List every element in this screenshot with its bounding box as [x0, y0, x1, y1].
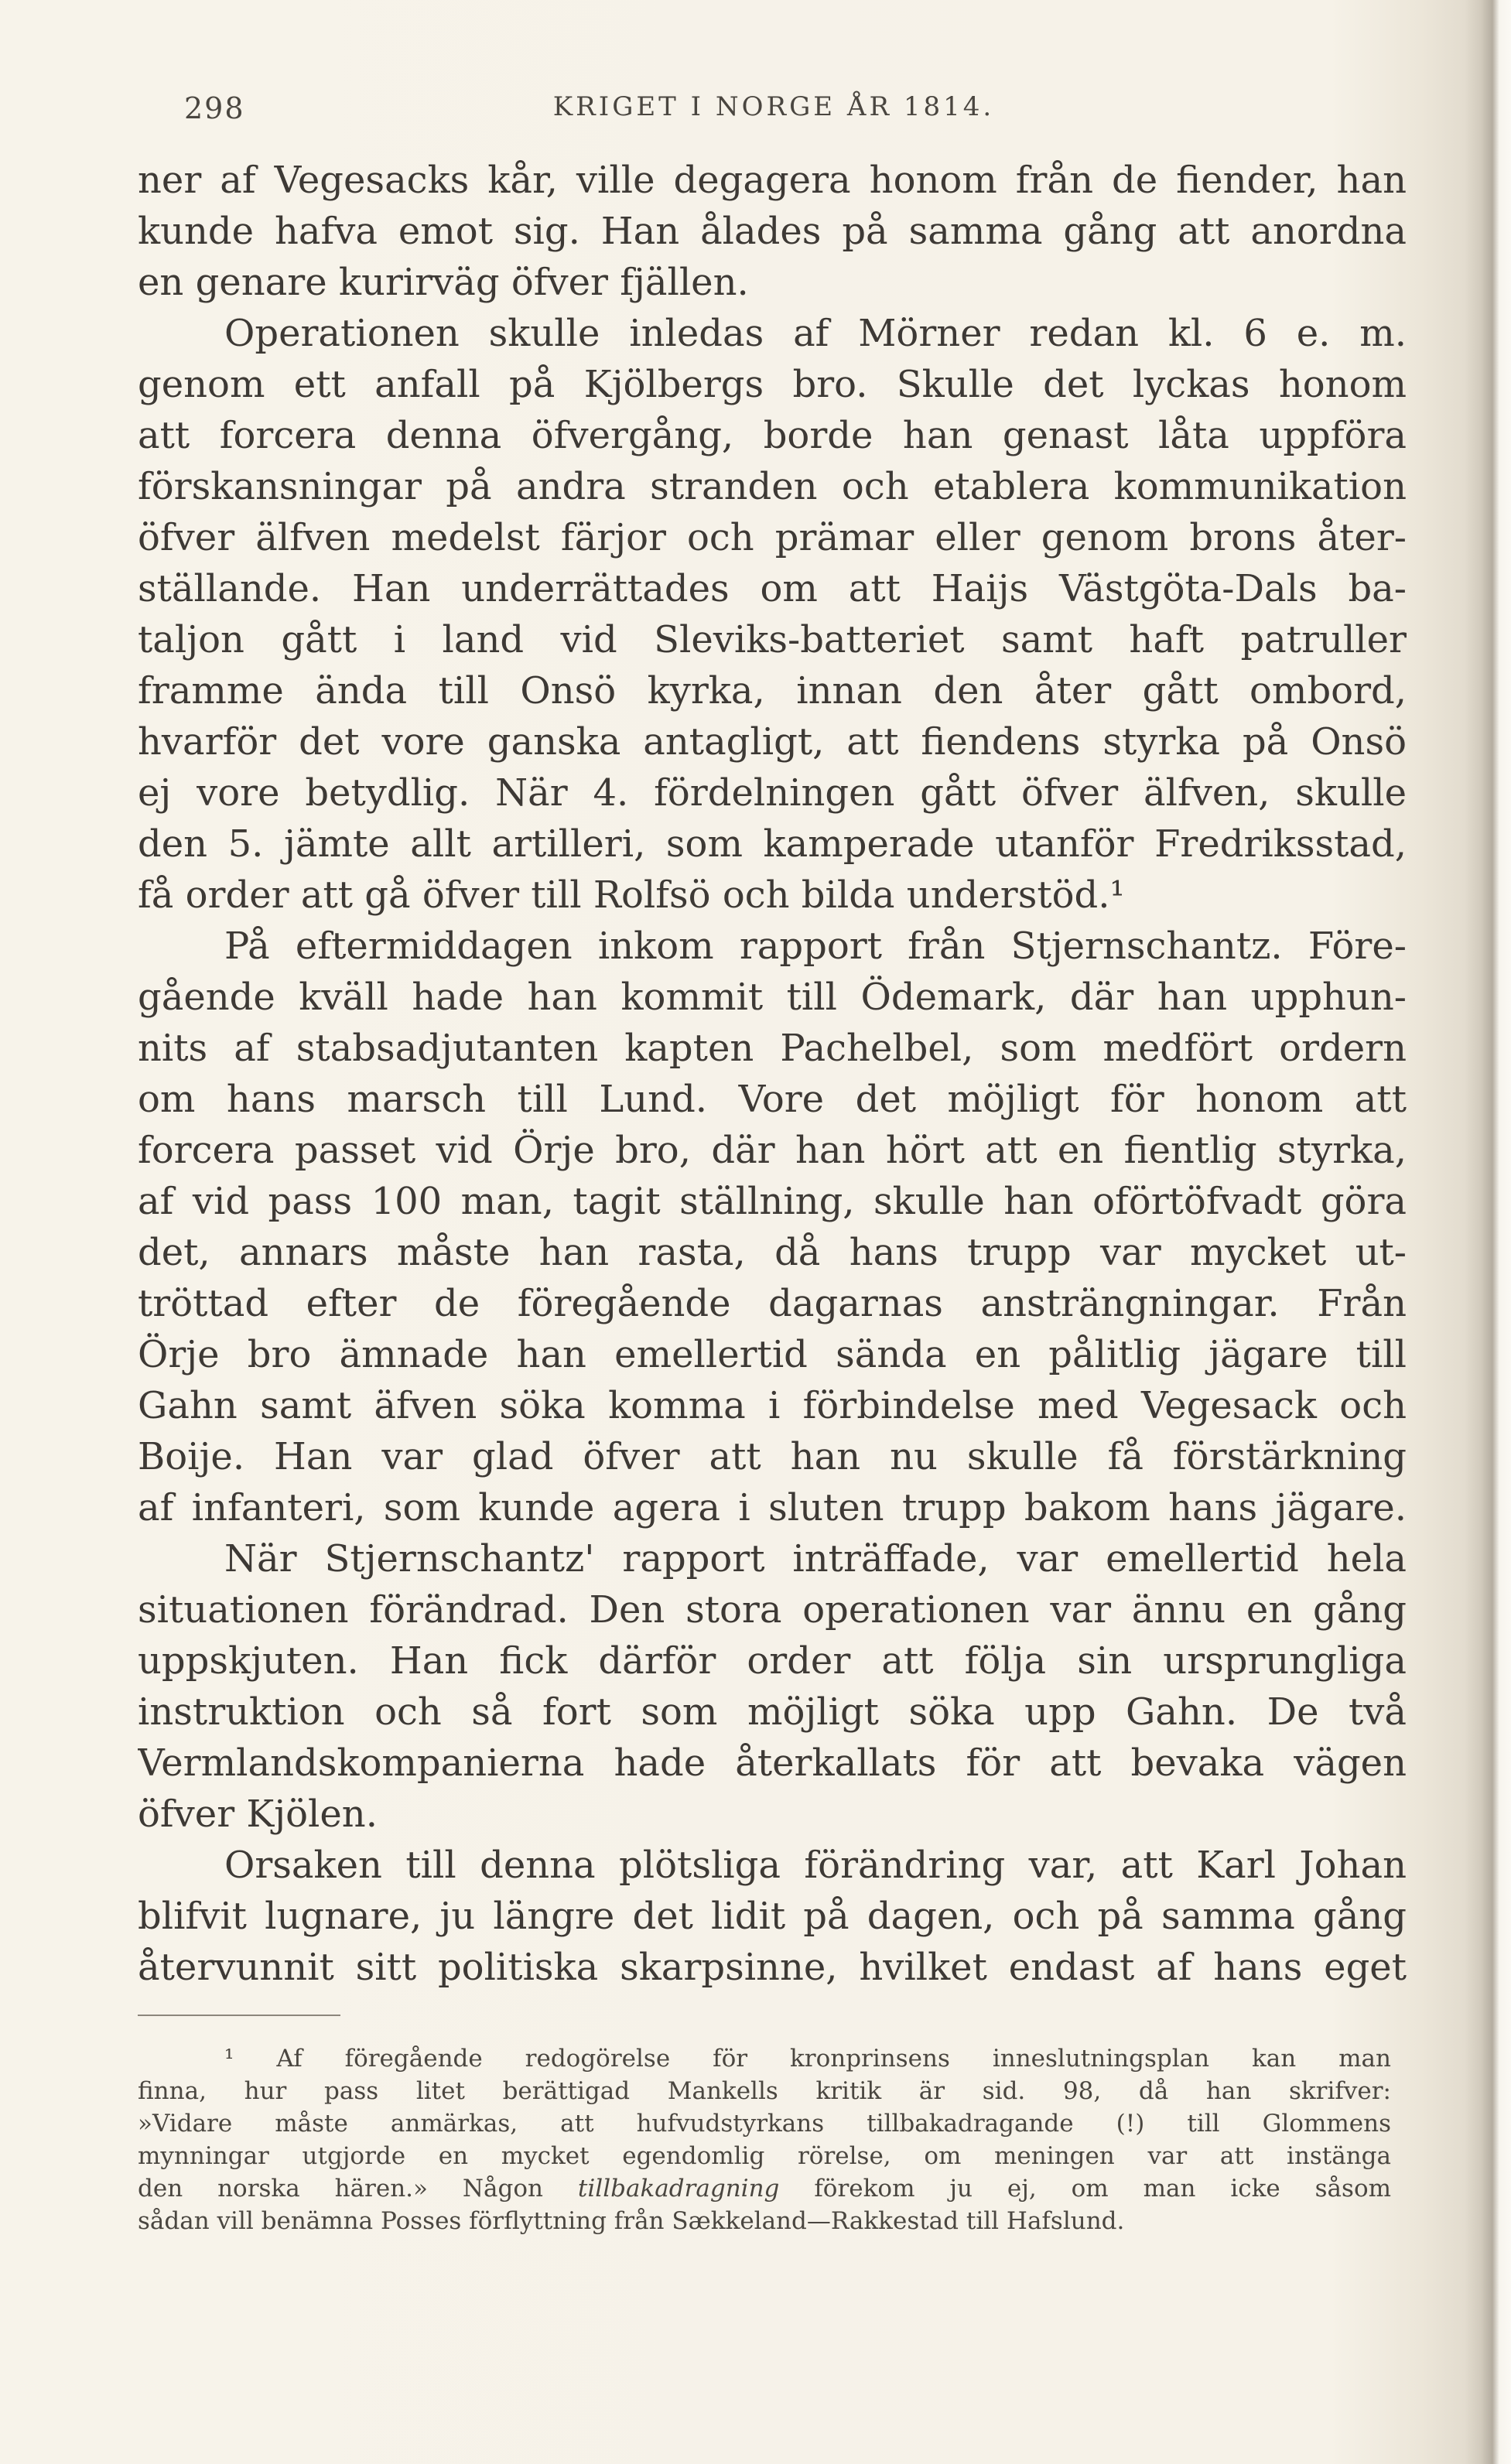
text-line: den 5. jämte allt artilleri, som kamperade utanför Fredriksstad, [138, 822, 1407, 866]
text-line: en genare kurirväg öfver fjällen. [138, 261, 749, 304]
text-line: det, annars måste han rasta, då hans trupp var mycket ut- [138, 1231, 1407, 1274]
text-line: Vermlandskompanierna hade återkallats för att bevaka vägen [138, 1741, 1407, 1785]
text-line: Gahn samt äfven söka komma i förbindelse med Vegesack och [138, 1384, 1407, 1427]
footnote-text: förekom ju ej, om man icke såsom [779, 2175, 1391, 2203]
text-line: om hans marsch till Lund. Vore det möjligt för honom att [138, 1078, 1407, 1121]
footnote-line: »Vidare måste anmärkas, att hufvudstyrkans tillbakadragande (!) till Glommens [138, 2110, 1391, 2138]
text-line: gående kväll hade han kommit till Ödemark, där han upphun- [138, 976, 1407, 1019]
page-number: 298 [184, 91, 245, 125]
text-line: hvarför det vore ganska antagligt, att fiendens styrka på Onsö [138, 720, 1407, 764]
text-line: framme ända till Onsö kyrka, innan den åter gått ombord, [138, 669, 1407, 713]
page-edge-shadow [1465, 0, 1511, 2464]
text-line: kunde hafva emot sig. Han ålades på samma gång att anordna [138, 210, 1407, 253]
text-line: ställande. Han underrättades om att Haijs Västgöta-Dals ba- [138, 567, 1407, 610]
text-line: genom ett anfall på Kjölbergs bro. Skulle det lyckas honom [138, 363, 1407, 406]
text-line: tröttad efter de föregående dagarnas ansträngningar. Från [138, 1282, 1407, 1325]
text-line: nits af stabsadjutanten kapten Pachelbel, som medfört ordern [138, 1027, 1407, 1070]
running-head: KRIGET I NORGE ÅR 1814. [552, 91, 995, 122]
text-line: blifvit lugnare, ju längre det lidit på dagen, och på samma gång [138, 1895, 1407, 1938]
body-text [138, 155, 1407, 1993]
footnote-line: sådan vill benämna Posses förflyttning från Sækkeland—Rakkestad till Hafslund. [138, 2207, 1125, 2235]
text-line: Boije. Han var glad öfver att han nu skulle få förstärkning [138, 1435, 1407, 1478]
text-line: få order att gå öfver till Rolfsö och bilda understöd.¹ [138, 873, 1125, 917]
text-line: instruktion och så fort som möjligt söka upp Gahn. De två [138, 1690, 1407, 1734]
text-line: ner af Vegesacks kår, ville degagera honom från de fiender, han [138, 159, 1407, 202]
text-line: Operationen skulle inledas af Mörner redan kl. 6 e. m. [224, 312, 1407, 355]
footnote-italic-term: tillbakadragning [577, 2175, 780, 2203]
text-line: På eftermiddagen inkom rapport från Stjernschantz. Före- [224, 924, 1407, 968]
text-line: Orsaken till denna plötsliga förändring var, att Karl Johan [224, 1844, 1407, 1887]
footnote-line: finna, hur pass litet berättigad Mankells kritik är sid. 98, då han skrifver: [138, 2077, 1391, 2105]
text-line: förskansningar på andra stranden och etablera kommunikation [138, 465, 1407, 508]
footnote-text: den norska hären.» Någon [138, 2175, 578, 2203]
footnote-line: mynningar utgjorde en mycket egendomlig rörelse, om meningen var att instänga [138, 2142, 1391, 2170]
text-line: återvunnit sitt politiska skarpsinne, hvilket endast af hans eget [138, 1946, 1407, 1989]
footnote-rule [138, 2015, 340, 2016]
text-line: När Stjernschantz' rapport inträffade, var emellertid hela [224, 1537, 1407, 1581]
text-line: Örje bro ämnade han emellertid sända en pålitlig jägare till [138, 1333, 1407, 1376]
footnotes [138, 2042, 1391, 2237]
text-line: taljon gått i land vid Sleviks-batteriet samt haft patruller [138, 618, 1407, 661]
footnote-line [138, 2172, 1391, 2205]
text-line: forcera passet vid Örje bro, där han hört att en fientlig styrka, [138, 1129, 1407, 1172]
text-line: uppskjuten. Han fick därför order att följa sin ursprungliga [138, 1639, 1407, 1683]
text-line: öfver älfven medelst färjor och prämar eller genom brons åter- [138, 516, 1407, 559]
text-line: af infanteri, som kunde agera i sluten trupp bakom hans jägare. [138, 1486, 1407, 1529]
page-header [139, 91, 1408, 130]
text-line: öfver Kjölen. [138, 1792, 378, 1836]
text-line: att forcera denna öfvergång, borde han genast låta uppföra [138, 414, 1407, 457]
footnote-line: ¹ Af föregående redogörelse för kronprinsens inneslutningsplan kan man [224, 2045, 1391, 2073]
text-line: situationen förändrad. Den stora operationen var ännu en gång [138, 1588, 1407, 1632]
text-line: ej vore betydlig. När 4. fördelningen gått öfver älfven, skulle [138, 771, 1407, 815]
text-line: af vid pass 100 man, tagit ställning, skulle han oförtöfvadt göra [138, 1180, 1407, 1223]
